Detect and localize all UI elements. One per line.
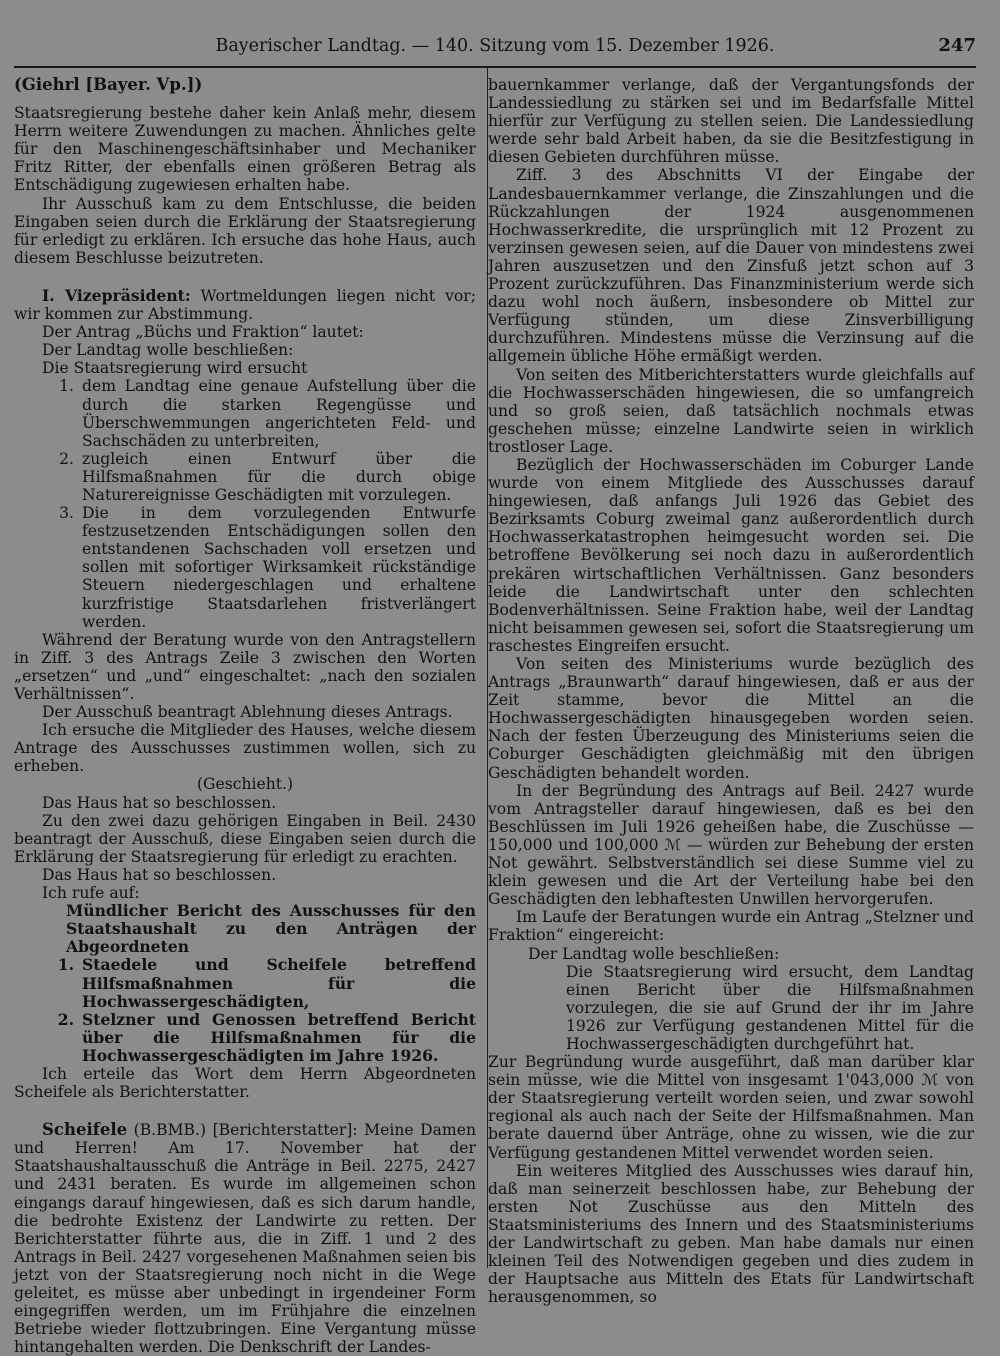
agenda-item [14,1011,476,1065]
paragraph: Ein weiteres Mitglied des Ausschusses wies darauf hin, daß man seinerzeit beschlossen habe, zur Behebung der ersten Not Zuschüsse aus den Mitteln des Staatsministeriums des Innern und des Staatsministeriums der Landwirtschaft zu geben. Man habe damals nur einen kleinen Teil des Notwendigen gegeben und dies zudem in der Hauptsache aus Mitteln des Etats für Landwirtschaft herausgenommen, so [488,1161,974,1307]
paragraph: Ich rufe auf: [42,884,140,903]
statement-text: Wortmeldungen liegen nicht vor; wir kommen zur Abstimmung. [14,286,476,324]
speaker-continued: (Giehrl [Bayer. Vp.]) [14,75,203,94]
paragraph: Das Haus hat so beschlossen. [42,865,277,884]
agenda-item [14,956,476,1010]
paragraph: Staatsregierung bestehe daher kein Anlaß mehr, diesem Herrn weitere Zuwendungen zu machen. Ähnliches gelte für den Maschinengeschäftsinhaber und Mechaniker Fritz Ritter, der ebenfalls einen größeren Betrag als Entschädigung zugewiesen erhalten habe. [14,104,476,195]
speaker-label: I. Vizepräsident: [42,285,191,305]
list-text: dem Landtag eine genaue Aufstellung über die durch die starken Regengüsse und Überschwemmungen angerichteten Feld- und Sachschäden zu unterbreiten, [82,377,476,450]
paragraph: Von seiten des Ministeriums wurde bezüglich des Antrags „Braunwarth“ darauf hingewiesen, daß er aus der Zeit stamme, bevor die Mittel an die Hochwassergeschädigten hinausgegeben worden seien. Nach der festen Überzeugung des Ministeriums seien die Coburger Geschädigten gleichmäßig mit den übrigen Geschädigten behandelt worden. [488,655,974,782]
agenda-number: 1. [57,955,74,975]
page-header [14,34,976,60]
list-number: 1. [59,377,74,396]
list-text: zugleich einen Entwurf über die Hilfsmaßnahmen für die durch obige Naturereignisse Geschädigten mit vorzulegen. [82,449,476,504]
list-number: 2. [59,449,74,468]
list-text: Die in dem vorzulegenden Entwurfe festzusetzenden Entschädigungen sollen den entstandenen Sachschaden voll ersetzen und sollen mit sofortiger Wirksamkeit rückständige Steuern niedergeschlagen und erhaltene kurzfristige Staatsdarlehen fristverlängert werden. [82,504,476,631]
paragraph: Im Laufe der Beratungen wurde ein Antrag „Stelzner und Fraktion“ eingereicht: [488,908,974,945]
paragraph: Von seiten des Mitberichterstatters wurde gleichfalls auf die Hochwasserschäden hingewiesen, die so umfangreich und so groß seien, daß tatsächlich nochmals etwas geschehen müsse; einzelne Landwirte seien in wirklich trostloser Lage. [488,365,974,456]
paragraph: Ihr Ausschuß kam zu dem Entschlusse, die beiden Eingaben seien durch die Erklärung der Staatsregierung für erledigt zu erklären. Ich ersuche das hohe Haus, auch diesem Beschlusse beizutreten. [14,194,476,267]
agenda-title: Mündlicher Bericht des Ausschusses für den Staatshaushalt zu den Anträgen der Abgeordneten [66,901,476,957]
running-title: Bayerischer Landtag. — 140. Sitzung vom 15. Dezember 1926. [215,36,775,56]
agenda-text: Staedele und Scheifele betreffend Hilfsmaßnahmen für die Hochwassergeschädigten, [82,955,476,1011]
paragraph: Ich erteile das Wort dem Herrn Abgeordneten Scheifele als Berichterstatter. [14,1064,476,1102]
right-column [488,76,974,1306]
procedural-note: (Geschieht.) [196,775,294,794]
speech-start [14,1121,476,1356]
paragraph: Ich ersuche die Mitglieder des Hauses, welche diesem Antrage des Ausschusses zustimmen wollen, sich zu erheben. [14,721,476,776]
agenda-text: Stelzner und Genossen betreffend Bericht über die Hilfsmaßnahmen für die Hochwassergeschädigten im Jahre 1926. [82,1009,476,1065]
speech-text: (B.BMB.) [Berichterstatter]: Meine Damen und Herren! Am 17. November hat der Staatshaushaltausschuß die Anträge in Beil. 2275, 2427 und 2431 beraten. Es wurde im allgemeinen schon eingangs darauf hingewiesen, daß es sich darum handle, die bedrohte Existenz der Landwirte zu retten. Der Berichterstatter führte aus, die in Ziff. 1 und 2 des Antrags in Beil. 2427 vorgesehenen Maßnahmen seien bis jetzt von der Staatsregierung noch nicht in die Wege geleitet, es müsse aber unbedingt in irgendeiner Form eingegriffen werden, um im Frühjahre die einzelnen Betriebe wieder flottzubringen. Eine Vergantung müsse hintangehalten werden. Die Denkschrift der Landes- [14,1121,476,1356]
list-item [14,504,476,631]
agenda-number: 2. [57,1009,74,1029]
vice-president-statement [14,287,476,323]
paragraph: Der Antrag „Büchs und Fraktion“ lautet: [42,323,364,342]
paragraph: Der Ausschuß beantragt Ablehnung dieses Antrags. [42,703,453,722]
list-number: 3. [59,504,74,523]
paragraph: Ziff. 3 des Abschnitts VI der Eingabe der Landesbauernkammer verlange, die Zinszahlungen und die Rückzahlungen der 1924 ausgenommenen Hochwasserkredite, die ursprünglich mit 12 Prozent zu verzinsen gewesen seien, auf die Dauer von mindestens zwei Jahren auszusetzen und den Zinsfuß jetzt schon auf 3 Prozent zurückzuführen. Das Finanzministerium werde sich dazu wohl noch äußern, insbesondere ob Mittel zur Verfügung stünden, um diese Zinsverbilligung durchzuführen. Mindestens müsse die Verzinsung auf die allgemein übliche Höhe ermäßigt werden. [488,166,974,366]
list-item [14,377,476,449]
paragraph: Zu den zwei dazu gehörigen Eingaben in Beil. 2430 beantragt der Ausschuß, diese Eingaben seien durch die Erklärung der Staatsregierung für erledigt zu erachten. [14,811,476,866]
paragraph: Der Landtag wolle beschließen: [528,944,780,963]
paragraph: Der Landtag wolle beschließen: [42,341,294,360]
page-number: 247 [938,35,976,56]
paragraph: In der Begründung des Antrags auf Beil. 2427 wurde vom Antragsteller darauf hingewiesen, daß es bei den Beschlüssen im Juli 1926 geheißen habe, die Zuschüsse — 150,000 und 100,000 ℳ — würden zur Behebung der ersten Not gewährt. Selbstverständlich sei diese Summe viel zu klein gewesen und die Art der Verteilung habe bei den Geschädigten den lebhaftesten Unwillen hervorgerufen. [488,781,974,909]
list-item [14,450,476,504]
paragraph: Während der Beratung wurde von den Antragstellern in Ziff. 3 des Antrags Zeile 3 zwischen den Worten „ersetzen“ und „und“ eingeschaltet: „nach den sozialen Verhältnissen“. [14,630,476,703]
quoted-motion: Die Staatsregierung wird ersucht, dem Landtag einen Bericht über die Hilfsmaßnahmen vorzulegen, die sie auf Grund der ihr im Jahre 1926 zur Verfügung gestandenen Mittel für die Hochwassergeschädigten durchgeführt hat. [566,962,974,1053]
left-column [14,76,476,1356]
paragraph: Zur Begründung wurde ausgeführt, daß man darüber klar sein müsse, wie die Mittel von insgesamt 1'043,000 ℳ von der Staatsregierung verteilt worden seien, und zwar sowohl regional als auch nach der Seite der Hilfsmaßnahmen. Man berate dauernd über Anträge, ohne zu wissen, wie die zur Verfügung gestandenen Mittel verwendet worden seien. [488,1053,974,1162]
speaker-name: Scheifele [42,1120,128,1140]
paragraph: bauernkammer verlange, daß der Vergantungsfonds der Landessiedlung zu stärken sei und im Bedarfsfalle Mittel hierfür zur Verfügung zu stellen seien. Die Landessiedlung werde sehr bald Arbeit haben, da sie die Besitzfestigung in diesen Gebieten durchführen müsse. [488,76,974,167]
paragraph: Bezüglich der Hochwasserschäden im Coburger Lande wurde von einem Mitgliede des Ausschusses darauf hingewiesen, daß anfangs Juli 1926 das Gebiet des Bezirksamts Coburg zweimal ganz außerordentlich durch Hochwasserkatastrophen heimgesucht worden sei. Die betroffene Bevölkerung sei noch dazu in außerordentlich prekären wirtschaftlichen Verhältnissen. Ganz besonders leide die Landwirtschaft unter den schlechten Bodenverhältnissen. Seine Fraktion habe, weil der Landtag nicht beisammen gewesen sei, sofort die Staatsregierung um raschestes Eingreifen ersucht. [488,455,974,655]
paragraph: Das Haus hat so beschlossen. [42,793,277,812]
header-rule [14,66,976,68]
paragraph: Die Staatsregierung wird ersucht [42,359,308,378]
